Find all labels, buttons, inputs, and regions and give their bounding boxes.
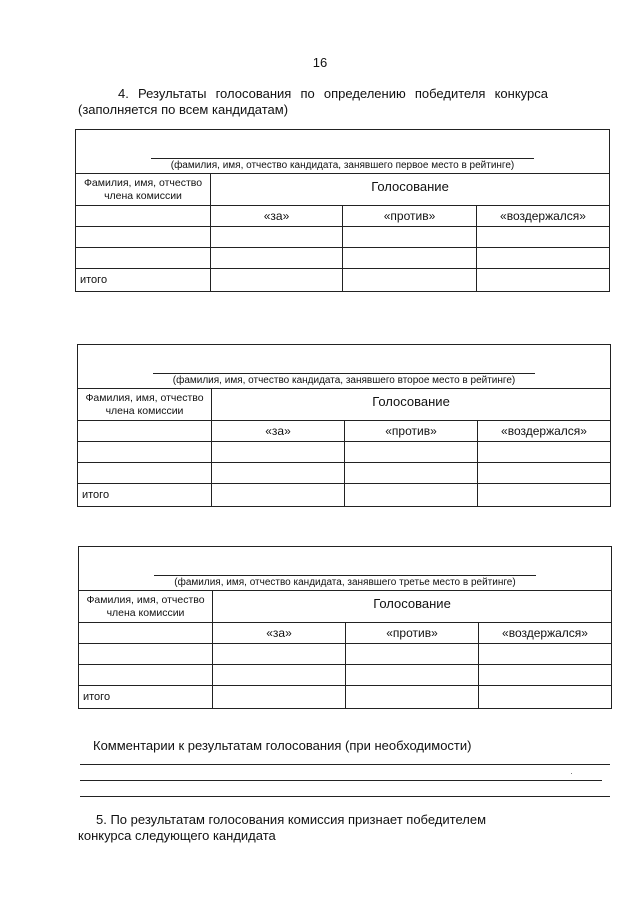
candidate-name-field[interactable] [79, 547, 612, 591]
for-header: «за» [211, 206, 343, 227]
section-4-heading [78, 86, 548, 118]
table-cell[interactable] [212, 442, 345, 463]
section-4-heading-line1: 4. Результаты голосования по определению победителя конкурса [118, 86, 548, 101]
section-5-heading [78, 812, 518, 844]
for-header: «за» [212, 421, 345, 442]
table-cell[interactable] [212, 484, 345, 507]
total-label: итого [76, 269, 211, 292]
candidate-name-field[interactable] [78, 345, 611, 389]
abstained-header: «воздержался» [479, 623, 612, 644]
member-name-header: Фамилия, имя, отчество члена комиссии [76, 174, 211, 206]
for-header: «за» [213, 623, 346, 644]
abstained-header: «воздержался» [478, 421, 611, 442]
table-cell[interactable] [477, 269, 610, 292]
table-cell[interactable] [78, 421, 212, 442]
table-cell[interactable] [213, 686, 346, 709]
candidate-name-line [153, 373, 535, 374]
candidate-name-hint: (фамилия, имя, отчество кандидата, занявшего первое место в рейтинге) [170, 160, 515, 171]
table-cell[interactable] [477, 227, 610, 248]
member-name-header: Фамилия, имя, отчество члена комиссии [78, 389, 212, 421]
table-cell[interactable] [343, 248, 477, 269]
table-cell[interactable] [479, 686, 612, 709]
table-cell[interactable] [78, 463, 212, 484]
section-5-heading-line2: конкурса следующего кандидата [78, 828, 276, 843]
table-cell[interactable] [79, 623, 213, 644]
candidate-name-line [151, 158, 534, 159]
comments-label: Комментарии к результатам голосования (при необходимости) [93, 738, 472, 753]
voting-table-third-place [78, 546, 612, 709]
table-cell[interactable] [79, 665, 213, 686]
table-cell[interactable] [78, 442, 212, 463]
table-cell[interactable] [346, 665, 479, 686]
table-cell[interactable] [211, 227, 343, 248]
table-cell[interactable] [345, 484, 478, 507]
table-cell[interactable] [213, 644, 346, 665]
total-label: итого [78, 484, 212, 507]
table-cell[interactable] [478, 463, 611, 484]
table-cell[interactable] [479, 665, 612, 686]
total-row [78, 484, 611, 507]
table-cell[interactable] [346, 686, 479, 709]
section-5-heading-line1: 5. По результатам голосования комиссия признает победителем [96, 812, 487, 827]
comments-line-2[interactable] [80, 780, 602, 781]
against-header: «против» [343, 206, 477, 227]
candidate-name-hint: (фамилия, имя, отчество кандидата, занявшего второе место в рейтинге) [172, 375, 516, 386]
table-cell[interactable] [345, 463, 478, 484]
section-4-heading-line2: (заполняется по всем кандидатам) [78, 102, 289, 117]
candidate-name-field[interactable] [76, 130, 610, 174]
table-row [79, 644, 612, 665]
voting-header: Голосование [211, 174, 610, 206]
table-row [76, 248, 610, 269]
table-row [78, 463, 611, 484]
table-cell[interactable] [211, 269, 343, 292]
table-cell[interactable] [345, 442, 478, 463]
table-row [78, 442, 611, 463]
total-row [79, 686, 612, 709]
voting-table-first-place [75, 129, 610, 292]
table-cell[interactable] [479, 644, 612, 665]
table-cell[interactable] [213, 665, 346, 686]
total-row [76, 269, 610, 292]
table-cell[interactable] [76, 248, 211, 269]
candidate-name-line [154, 575, 536, 576]
candidate-name-hint: (фамилия, имя, отчество кандидата, занявшего третье место в рейтинге) [174, 577, 516, 588]
table-cell[interactable] [76, 227, 211, 248]
table-row [76, 227, 610, 248]
table-cell[interactable] [212, 463, 345, 484]
table-cell[interactable] [79, 644, 213, 665]
page-number: 16 [312, 55, 328, 70]
table-cell[interactable] [478, 484, 611, 507]
scan-mark: · [570, 768, 573, 778]
voting-header: Голосование [213, 591, 612, 623]
table-cell[interactable] [478, 442, 611, 463]
table-row [79, 665, 612, 686]
total-label: итого [79, 686, 213, 709]
table-cell[interactable] [343, 269, 477, 292]
table-cell[interactable] [76, 206, 211, 227]
comments-line-3[interactable] [80, 796, 610, 797]
against-header: «против» [345, 421, 478, 442]
table-cell[interactable] [343, 227, 477, 248]
against-header: «против» [346, 623, 479, 644]
voting-header: Голосование [212, 389, 611, 421]
member-name-header: Фамилия, имя, отчество члена комиссии [79, 591, 213, 623]
abstained-header: «воздержался» [477, 206, 610, 227]
voting-table-second-place [77, 344, 611, 507]
table-cell[interactable] [211, 248, 343, 269]
table-cell[interactable] [346, 644, 479, 665]
comments-line-1[interactable] [80, 764, 610, 765]
table-cell[interactable] [477, 248, 610, 269]
